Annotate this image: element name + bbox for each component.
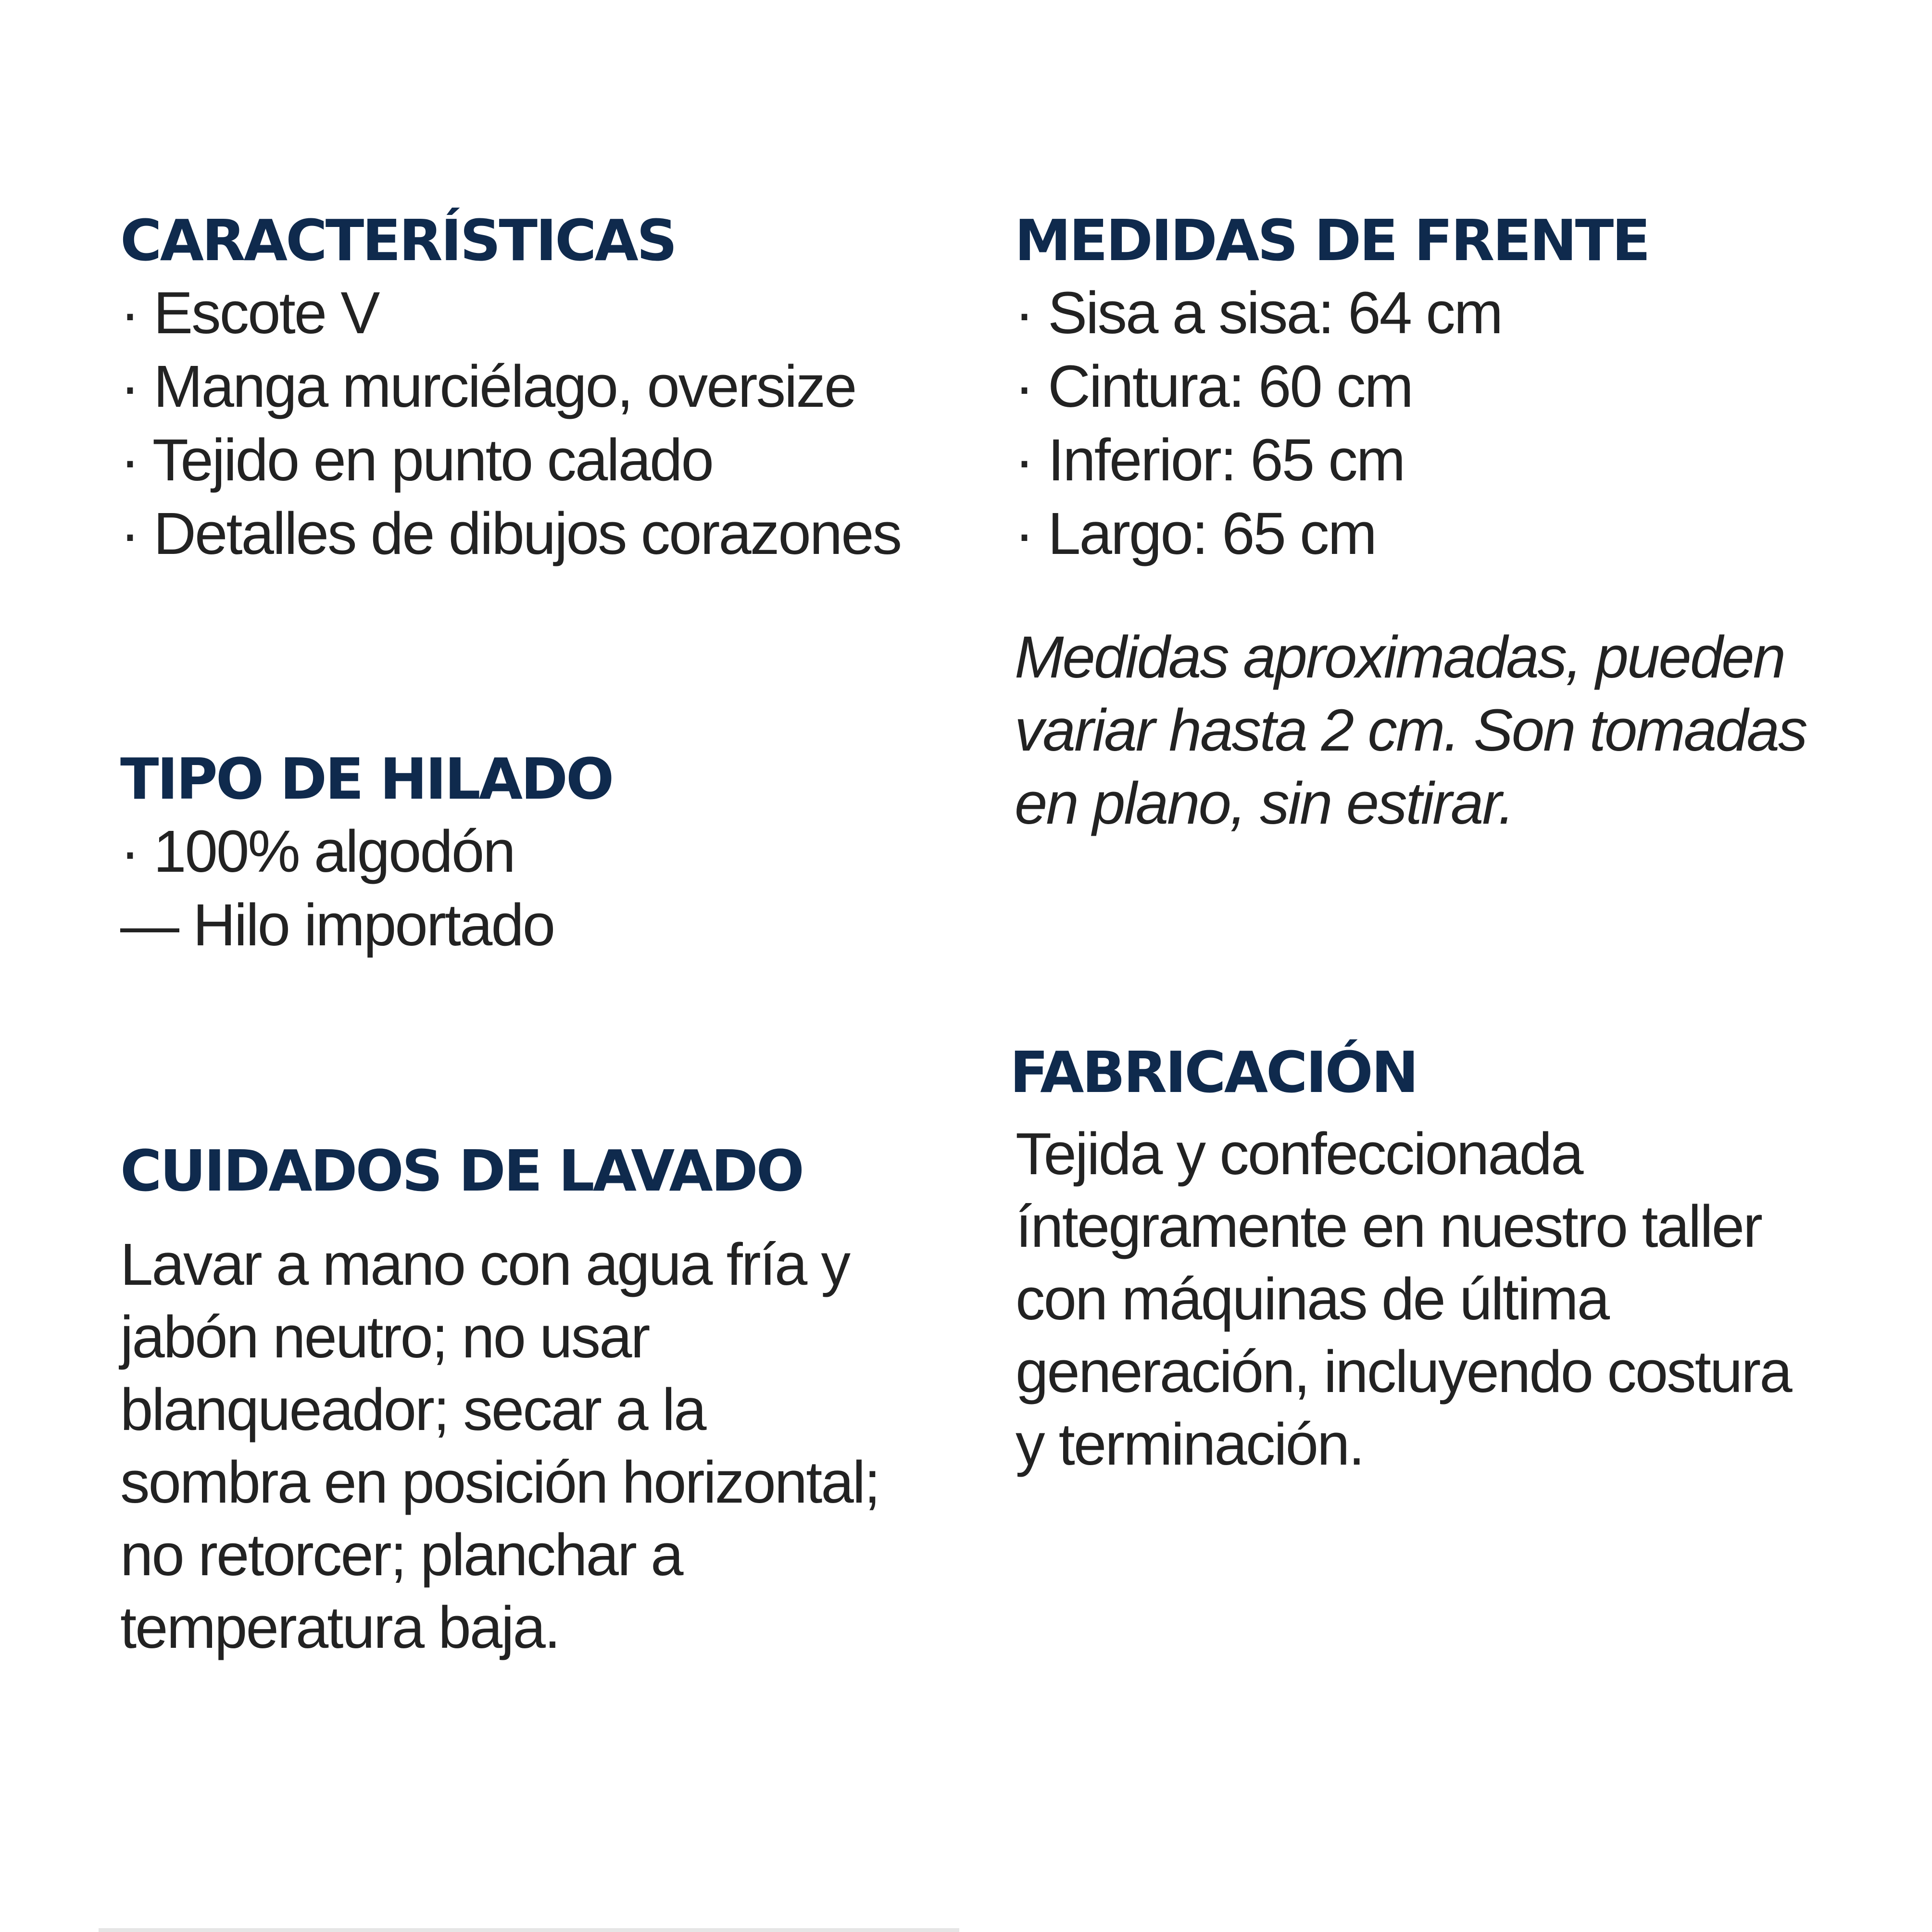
cuidados-lavado-section <box>120 1135 879 1664</box>
fabricacion-line: íntegramente en nuestro taller <box>1016 1194 1761 1260</box>
caracteristicas-item: · Tejido en punto calado <box>120 427 713 493</box>
medidas-frente-section <box>1015 204 1806 841</box>
fabricacion-section <box>1010 1036 1791 1481</box>
medidas-frente-item: · Cintura: 60 cm <box>1015 354 1412 420</box>
cuidados-lavado-line: temperatura baja. <box>120 1595 560 1661</box>
tipo-hilado-list <box>120 815 612 962</box>
tipo-hilado-section <box>120 743 612 962</box>
caracteristicas-section <box>120 204 901 571</box>
cuidados-lavado-text <box>120 1229 879 1664</box>
fabricacion-line: Tejida y confeccionada <box>1016 1121 1582 1187</box>
fabricacion-title: FABRICACIÓN <box>1010 1039 1417 1105</box>
bottom-divider <box>99 1928 959 1932</box>
cuidados-lavado-line: no retorcer; planchar a <box>120 1522 682 1588</box>
medidas-frente-title: MEDIDAS DE FRENTE <box>1015 207 1649 274</box>
tipo-hilado-item: · 100% algodón <box>120 819 514 885</box>
fabricacion-line: con máquinas de última <box>1016 1267 1609 1332</box>
fabricacion-line: generación, incluyendo costura <box>1016 1339 1791 1405</box>
cuidados-lavado-title: CUIDADOS DE LAVADO <box>120 1138 803 1204</box>
caracteristicas-item: · Manga murciélago, oversize <box>120 354 856 420</box>
medidas-frente-list <box>1015 276 1806 571</box>
cuidados-lavado-line: jabón neutro; no usar <box>120 1305 649 1370</box>
medidas-note-line: variar hasta 2 cm. Son tomadas <box>1015 698 1807 764</box>
caracteristicas-list <box>120 276 901 571</box>
medidas-note-line: Medidas aproximadas, pueden <box>1015 625 1785 690</box>
medidas-frente-item: · Largo: 65 cm <box>1015 501 1376 567</box>
caracteristicas-item: · Escote V <box>120 280 379 346</box>
caracteristicas-item: · Detalles de dibujos corazones <box>120 501 901 567</box>
cuidados-lavado-line: sombra en posición horizontal; <box>120 1450 879 1516</box>
tipo-hilado-title: TIPO DE HILADO <box>120 746 613 812</box>
fabricacion-line: y terminación. <box>1016 1412 1364 1478</box>
tipo-hilado-item: — Hilo importado <box>120 892 554 958</box>
medidas-note <box>1015 621 1806 841</box>
medidas-frente-item: · Sisa a sisa: 64 cm <box>1015 280 1502 346</box>
medidas-note-line: en plano, sin estirar. <box>1015 771 1514 837</box>
cuidados-lavado-line: Lavar a mano con agua fría y <box>120 1232 849 1298</box>
caracteristicas-title: CARACTERÍSTICAS <box>120 207 676 274</box>
medidas-frente-item: · Inferior: 65 cm <box>1015 427 1405 493</box>
fabricacion-text <box>1016 1118 1791 1481</box>
cuidados-lavado-line: blanqueador; secar a la <box>120 1377 705 1443</box>
